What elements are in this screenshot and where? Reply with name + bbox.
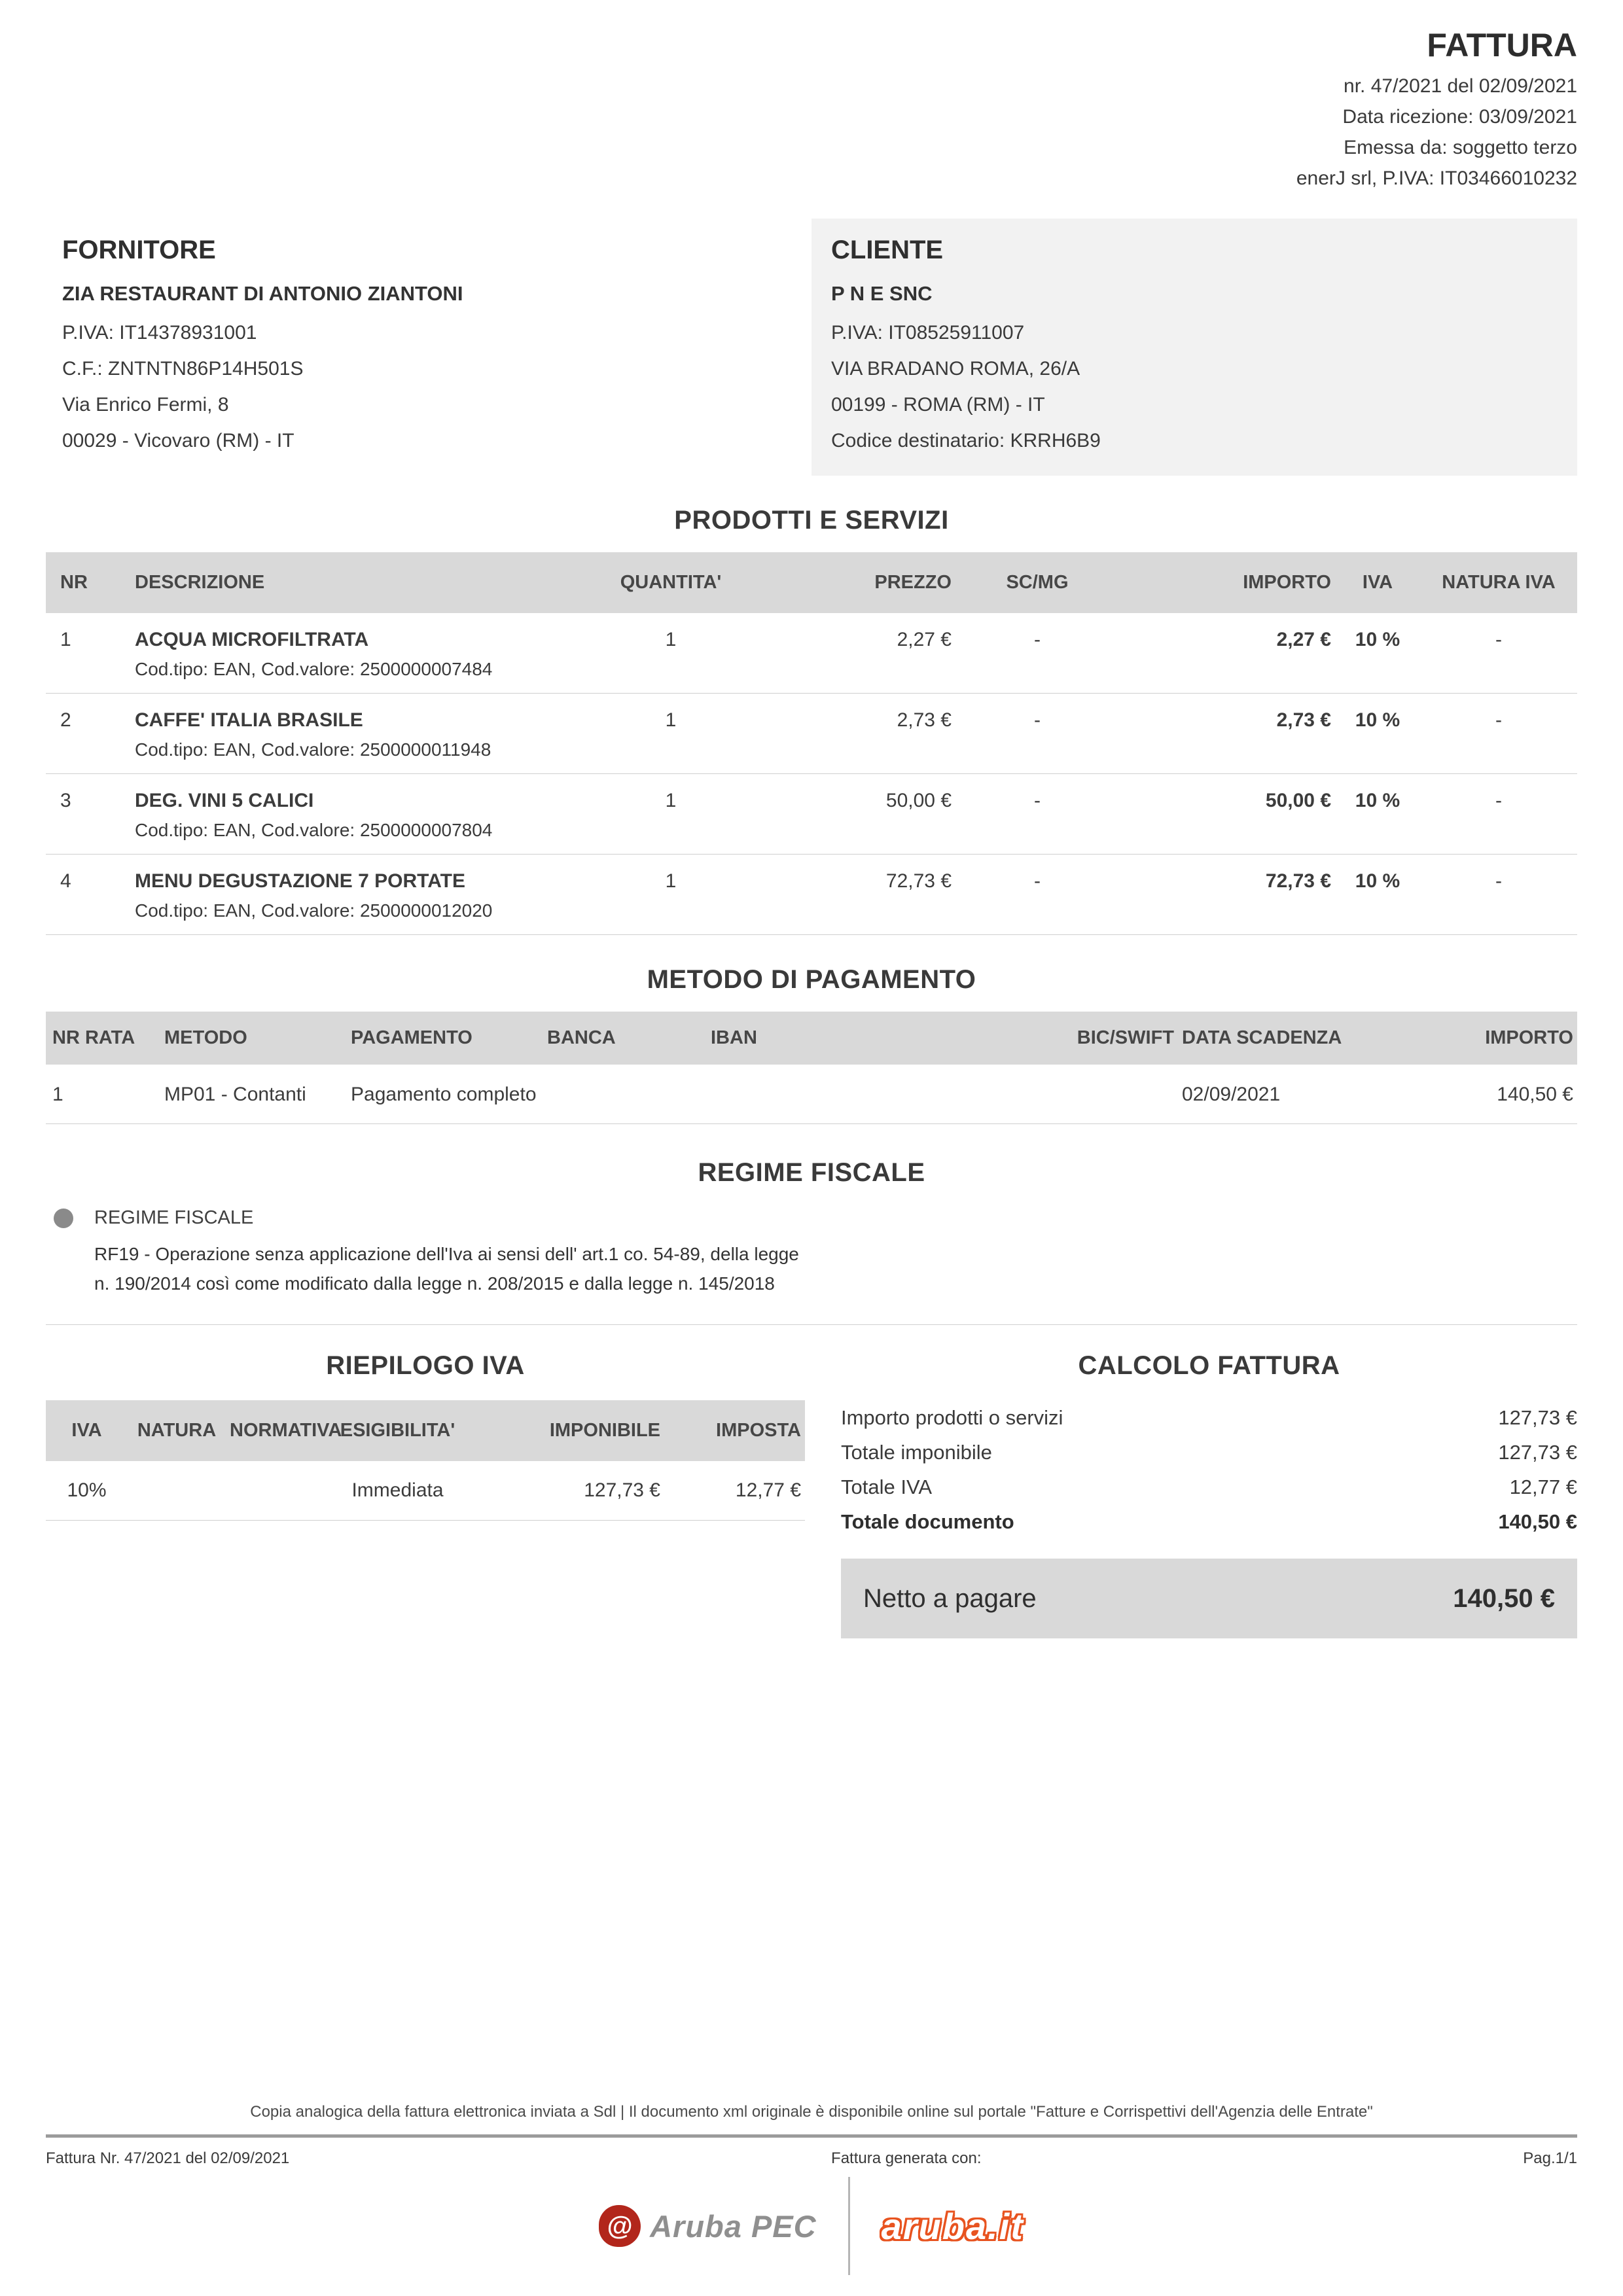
vat-rate: 10% xyxy=(67,1479,107,1501)
vat-imposta: 12,77 € xyxy=(735,1479,801,1501)
payment-table-header xyxy=(46,1012,1577,1065)
calc-row-total xyxy=(841,1504,1577,1539)
col-header-importo: IMPORTO xyxy=(1243,572,1331,593)
product-qty: 1 xyxy=(665,790,677,811)
vat-summary-header xyxy=(46,1400,805,1461)
vat-summary-section xyxy=(46,1351,805,1638)
customer-heading: CLIENTE xyxy=(831,236,944,264)
product-code: Cod.tipo: EAN, Cod.valore: 2500000007804 xyxy=(135,820,493,840)
col-header-esigibilita: ESIGIBILITA' xyxy=(340,1420,455,1441)
footer-note: Copia analogica della fattura elettronica inviata a Sdl | Il documento xml originale è disponibile online sul portale "Fatture e Corrispettivi dell'Agenzia delle Entrate" xyxy=(250,2103,1373,2121)
section-divider xyxy=(46,1324,1577,1325)
product-natura: - xyxy=(1495,790,1502,811)
products-table-header xyxy=(46,552,1577,613)
col-header-data-scadenza: DATA SCADENZA xyxy=(1182,1027,1342,1048)
footer-logos xyxy=(46,2177,1577,2275)
bullet-icon xyxy=(54,1209,73,1228)
col-header-quantita: QUANTITA' xyxy=(620,572,722,593)
customer-name: P N E SNC xyxy=(831,282,933,305)
aruba-pec-logo xyxy=(599,2205,817,2247)
document-title: FATTURA xyxy=(1427,27,1577,63)
col-header-iban: IBAN xyxy=(711,1027,757,1048)
calc-label: Totale IVA xyxy=(841,1475,933,1498)
product-scmg: - xyxy=(1034,629,1041,650)
regime-header xyxy=(46,1207,1577,1229)
net-to-pay-box xyxy=(841,1559,1577,1638)
document-header xyxy=(46,26,1577,194)
reception-date-line: Data ricezione: 03/09/2021 xyxy=(1342,106,1577,128)
logo-divider xyxy=(848,2177,850,2275)
footer-page-number: Pag.1/1 xyxy=(1523,2149,1577,2167)
invoice-calc-section xyxy=(841,1351,1577,1638)
issued-by-line: Emessa da: soggetto terzo xyxy=(1344,137,1577,158)
supplier-section xyxy=(46,219,812,476)
product-description: ACQUA MICROFILTRATA xyxy=(135,629,369,650)
payment-row xyxy=(46,1065,1577,1124)
vat-normativa xyxy=(226,1479,330,1502)
col-header-iva-rate: IVA xyxy=(71,1420,102,1441)
payment-banca xyxy=(543,1080,707,1109)
footer-divider xyxy=(46,2134,1577,2138)
col-header-imposta: IMPOSTA xyxy=(716,1420,801,1441)
product-natura: - xyxy=(1495,870,1502,892)
vat-summary-row xyxy=(46,1461,805,1521)
supplier-fiscal-code: C.F.: ZNTNTN86P14H501S xyxy=(62,358,304,380)
calc-value: 140,50 € xyxy=(1498,1510,1577,1533)
product-description: MENU DEGUSTAZIONE 7 PORTATE xyxy=(135,870,466,892)
product-nr: 4 xyxy=(60,870,71,892)
col-header-scmg: SC/MG xyxy=(1006,572,1069,593)
supplier-vat: P.IVA: IT14378931001 xyxy=(62,322,257,344)
at-seal-icon: @ xyxy=(599,2205,641,2247)
product-nr: 3 xyxy=(60,790,71,811)
footer-info-row xyxy=(46,2149,1577,2168)
product-amount: 2,27 € xyxy=(1276,629,1331,650)
product-iva: 10 % xyxy=(1355,790,1400,811)
product-description: CAFFE' ITALIA BRASILE xyxy=(135,709,363,731)
regime-label: REGIME FISCALE xyxy=(94,1207,254,1228)
issuer-vat-line: enerJ srl, P.IVA: IT03466010232 xyxy=(1296,168,1577,189)
vat-esigibilita: Immediata xyxy=(351,1479,444,1501)
product-iva: 10 % xyxy=(1355,870,1400,892)
col-header-imponibile: IMPONIBILE xyxy=(549,1420,660,1441)
customer-vat: P.IVA: IT08525911007 xyxy=(831,322,1025,344)
page-footer xyxy=(46,2103,1577,2296)
product-scmg: - xyxy=(1034,870,1041,892)
product-price: 50,00 € xyxy=(885,790,952,811)
col-header-nr: NR xyxy=(60,572,88,593)
product-code: Cod.tipo: EAN, Cod.valore: 2500000007484 xyxy=(135,659,493,679)
product-qty: 1 xyxy=(665,709,677,731)
net-to-pay-label: Netto a pagare xyxy=(863,1583,1037,1613)
supplier-address: Via Enrico Fermi, 8 xyxy=(62,394,229,415)
customer-section xyxy=(812,219,1577,476)
col-header-bic-swift: BIC/SWIFT xyxy=(1077,1027,1174,1048)
products-section-title: PRODOTTI E SERVIZI xyxy=(674,506,949,535)
payment-iban xyxy=(707,1080,1041,1109)
product-qty: 1 xyxy=(665,870,677,892)
invoice-number-line: nr. 47/2021 del 02/09/2021 xyxy=(1344,75,1577,97)
product-nr: 2 xyxy=(60,709,71,731)
product-scmg: - xyxy=(1034,709,1041,731)
product-code: Cod.tipo: EAN, Cod.valore: 2500000012020 xyxy=(135,900,493,921)
payment-section-title: METODO DI PAGAMENTO xyxy=(647,965,976,994)
payment-importo: 140,50 € xyxy=(1497,1084,1573,1105)
regime-section-title: REGIME FISCALE xyxy=(698,1158,925,1187)
product-natura: - xyxy=(1495,629,1502,650)
col-header-natura-iva: NATURA IVA xyxy=(1442,572,1556,593)
calc-value: 12,77 € xyxy=(1509,1475,1577,1498)
product-row xyxy=(46,694,1577,774)
col-header-descrizione: DESCRIZIONE xyxy=(135,572,265,593)
payment-pagamento: Pagamento completo xyxy=(351,1084,537,1105)
product-iva: 10 % xyxy=(1355,709,1400,731)
col-header-natura: NATURA xyxy=(137,1420,217,1441)
supplier-name: ZIA RESTAURANT DI ANTONIO ZIANTONI xyxy=(62,282,463,305)
supplier-heading: FORNITORE xyxy=(62,236,216,264)
calc-label: Totale documento xyxy=(841,1510,1014,1533)
net-to-pay-value: 140,50 € xyxy=(1453,1583,1555,1613)
product-amount: 72,73 € xyxy=(1265,870,1331,892)
footer-generated-with: Fattura generata con: xyxy=(831,2149,982,2167)
col-header-iva: IVA xyxy=(1362,572,1393,593)
product-qty: 1 xyxy=(665,629,677,650)
calc-label: Importo prodotti o servizi xyxy=(841,1406,1063,1429)
col-header-nr-rata: NR RATA xyxy=(52,1027,135,1048)
product-natura: - xyxy=(1495,709,1502,731)
col-header-normativa: NORMATIVA xyxy=(230,1420,342,1441)
product-row xyxy=(46,613,1577,694)
col-header-pagamento: PAGAMENTO xyxy=(351,1027,473,1048)
customer-sdi-code: Codice destinatario: KRRH6B9 xyxy=(831,430,1101,451)
supplier-city: 00029 - Vicovaro (RM) - IT xyxy=(62,430,294,451)
product-iva: 10 % xyxy=(1355,629,1400,650)
calc-row xyxy=(841,1470,1577,1504)
product-amount: 2,73 € xyxy=(1276,709,1331,731)
product-price: 2,73 € xyxy=(897,709,952,731)
col-header-banca: BANCA xyxy=(547,1027,616,1048)
product-scmg: - xyxy=(1034,790,1041,811)
calc-row xyxy=(841,1400,1577,1435)
product-amount: 50,00 € xyxy=(1265,790,1331,811)
product-price: 2,27 € xyxy=(897,629,952,650)
payment-scadenza: 02/09/2021 xyxy=(1182,1084,1281,1105)
payment-metodo: MP01 - Contanti xyxy=(164,1084,306,1105)
aruba-it-logo: aruba.it xyxy=(881,2205,1024,2247)
vat-natura xyxy=(128,1479,226,1502)
aruba-pec-logo-text: Aruba PEC xyxy=(650,2208,817,2244)
footer-invoice-ref: Fattura Nr. 47/2021 del 02/09/2021 xyxy=(46,2149,290,2167)
calc-row xyxy=(841,1435,1577,1470)
payment-nr: 1 xyxy=(52,1084,63,1105)
vat-imponibile: 127,73 € xyxy=(584,1479,660,1501)
col-header-importo-pagamento: IMPORTO xyxy=(1485,1027,1573,1048)
col-header-prezzo: PREZZO xyxy=(874,572,952,593)
product-row xyxy=(46,774,1577,855)
regime-text: RF19 - Operazione senza applicazione dell'Iva ai sensi dell' art.1 co. 54-89, della legge n. 190/2014 così come modificato dalla legge n. 208/2015 e dalla legge n. 145/2018 xyxy=(94,1244,799,1294)
vat-summary-title: RIEPILOGO IVA xyxy=(326,1351,525,1380)
calc-value: 127,73 € xyxy=(1498,1406,1577,1429)
payment-bic xyxy=(1041,1080,1178,1109)
calc-value: 127,73 € xyxy=(1498,1441,1577,1464)
product-price: 72,73 € xyxy=(885,870,952,892)
customer-address: VIA BRADANO ROMA, 26/A xyxy=(831,358,1080,380)
product-nr: 1 xyxy=(60,629,71,650)
product-description: DEG. VINI 5 CALICI xyxy=(135,790,314,811)
product-code: Cod.tipo: EAN, Cod.valore: 2500000011948 xyxy=(135,739,491,760)
col-header-metodo: METODO xyxy=(164,1027,247,1048)
product-row xyxy=(46,855,1577,935)
customer-city: 00199 - ROMA (RM) - IT xyxy=(831,394,1045,415)
parties-section xyxy=(46,219,1577,476)
summary-section xyxy=(46,1351,1577,1638)
calc-label: Totale imponibile xyxy=(841,1441,992,1464)
invoice-calc-title: CALCOLO FATTURA xyxy=(1078,1351,1340,1380)
